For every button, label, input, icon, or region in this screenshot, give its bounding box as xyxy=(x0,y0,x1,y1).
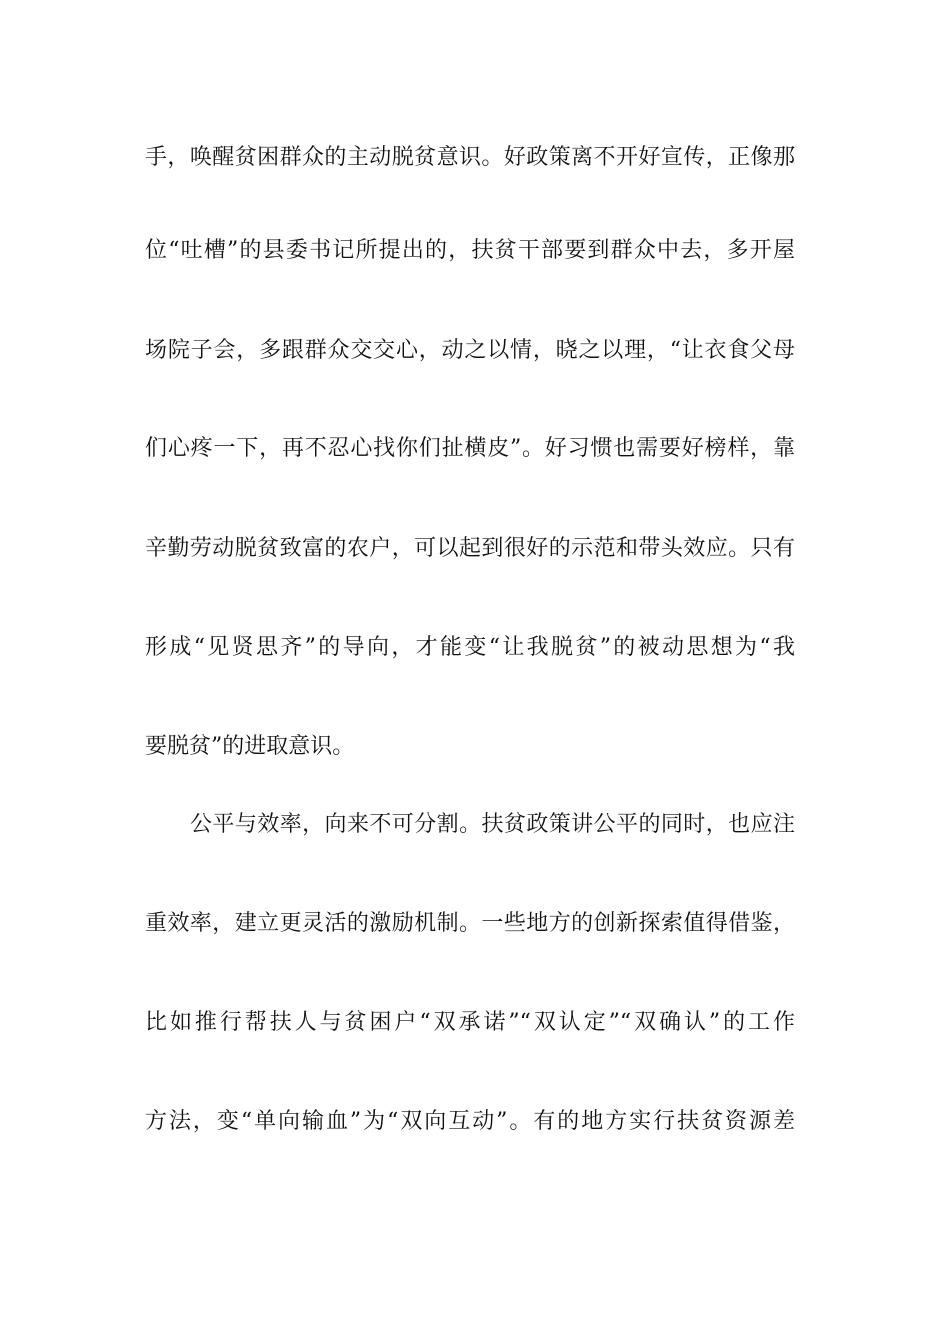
text-line-5: 辛勤劳动脱贫致富的农户，可以起到很好的示范和带头效应。只有 xyxy=(145,536,795,561)
text-line-8: 公平与效率，向来不可分割。扶贫政策讲公平的同时，也应注 xyxy=(190,812,795,837)
text-line-2: 位“吐槽”的县委书记所提出的，扶贫干部要到群众中去，多开屋 xyxy=(145,238,795,263)
text-line-4: 们心疼一下，再不忍心找你们扯横皮”。好习惯也需要好榜样，靠 xyxy=(145,436,795,461)
text-line-3: 场院子会，多跟群众交交心，动之以情，晓之以理，“让衣食父母 xyxy=(145,338,795,363)
text-line-9: 重效率，建立更灵活的激励机制。一些地方的创新探索值得借鉴， xyxy=(145,911,795,936)
text-line-1: 手，唤醒贫困群众的主动脱贫意识。好政策离不开好宣传，正像那 xyxy=(145,145,795,170)
text-line-10: 比如推行帮扶人与贫困户“双承诺”“双认定”“双确认”的工作 xyxy=(145,1010,795,1035)
text-line-11: 方法，变“单向输血”为“双向互动”。有的地方实行扶贫资源差 xyxy=(145,1109,795,1134)
text-line-7: 要脱贫”的进取意识。 xyxy=(145,734,355,759)
text-line-6: 形成“见贤思齐”的导向，才能变“让我脱贫”的被动思想为“我 xyxy=(145,635,795,660)
